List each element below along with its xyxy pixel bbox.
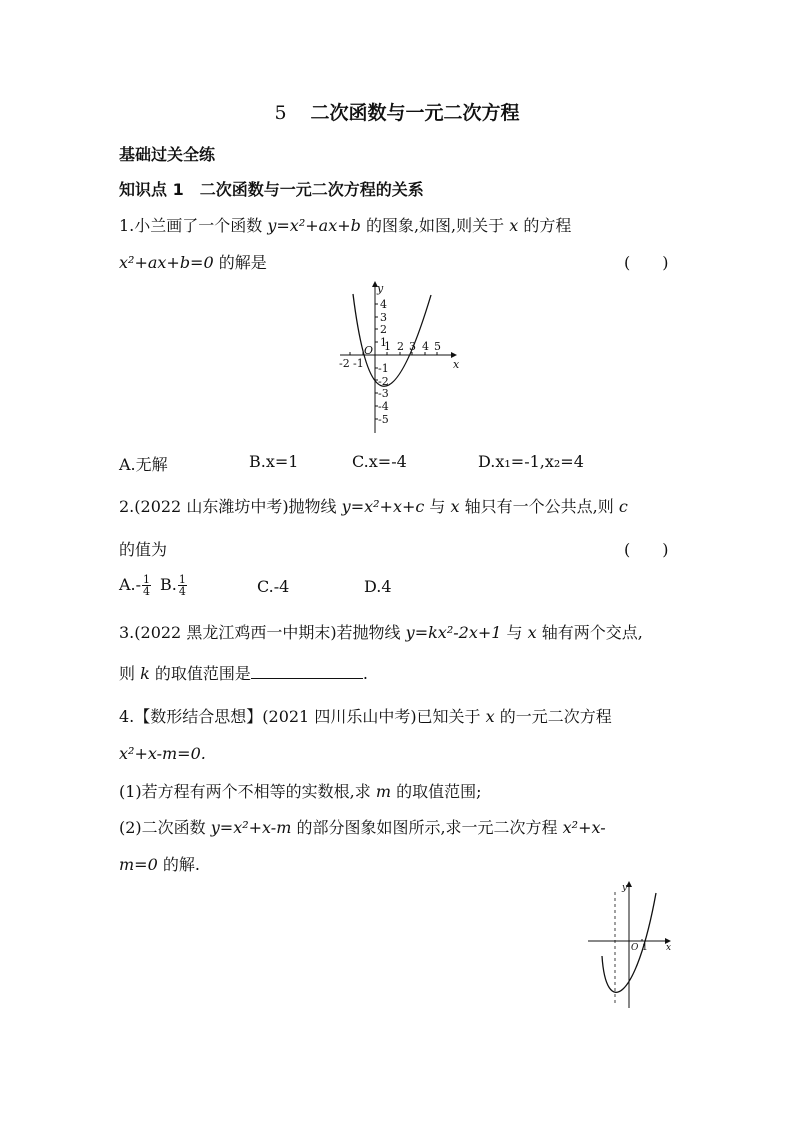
title-text: 二次函数与一元二次方程 — [310, 102, 520, 124]
section-heading: 基础过关全练 — [119, 145, 216, 164]
q4-text: 4.【数形结合思想】(2021 四川乐山中考)已知关于 — [119, 707, 486, 726]
q4-part1 — [119, 779, 482, 802]
q4-var-m: m — [375, 782, 392, 801]
q4-part2-line2 — [119, 852, 200, 875]
y-tick-label: 4 — [380, 298, 387, 311]
y-tick-label: 2 — [380, 323, 387, 336]
q3-function: y=kx²-2x+1 — [405, 623, 502, 642]
q1-text-4: 的解是 — [213, 253, 267, 272]
x-tick-label: 1 — [642, 943, 648, 953]
q2-function: y=x²+x+c — [341, 497, 425, 516]
q3-text: 3.(2022 黑龙江鸡西一中期末)若抛物线 — [119, 623, 406, 642]
q4-part1-text-2: 的取值范围; — [391, 782, 482, 801]
x-tick-label: 4 — [422, 340, 429, 353]
x-tick-label: 5 — [434, 340, 441, 353]
q4-part2-text-3: 的解. — [157, 855, 200, 874]
q2-text: 2.(2022 山东潍坊中考)抛物线 — [119, 497, 342, 516]
q1-text-2: 的图象,如图,则关于 — [360, 216, 510, 235]
q4-part2-text-2: 的部分图象如图所示,求一元二次方程 — [291, 818, 563, 837]
q2-line1 — [119, 494, 628, 517]
q1-var: x — [509, 216, 519, 235]
q1-option-b: B.x=1 — [249, 452, 299, 471]
fraction-denominator: 4 — [143, 585, 151, 598]
fraction-denominator: 4 — [178, 585, 186, 598]
y-tick-label: 1 — [380, 336, 387, 349]
q2-option-b — [160, 574, 188, 597]
q1-answer-bracket: ( ) — [624, 253, 669, 272]
q4-text-2: 的一元二次方程 — [494, 707, 612, 726]
knowledge-point-heading: 知识点 1 二次函数与一元二次方程的关系 — [119, 180, 424, 199]
origin-label: O — [631, 943, 639, 953]
q3-period: . — [362, 664, 368, 683]
x-axis-label: x — [666, 943, 672, 953]
q1-line2 — [119, 250, 267, 273]
q4-var: x — [485, 707, 495, 726]
y-tick-label: -2 — [378, 375, 389, 388]
q3-line1 — [119, 620, 643, 643]
parabola-curve — [353, 294, 431, 386]
fraction-numerator: 1 — [178, 573, 186, 586]
q3-var: x — [527, 623, 537, 642]
fraction-numerator: 1 — [143, 573, 151, 586]
q2-line2: 的值为 — [119, 540, 168, 559]
q2-option-c: C.-4 — [257, 577, 290, 596]
q2-var-c: c — [618, 497, 628, 516]
q1-option-c: C.x=-4 — [352, 452, 407, 471]
q1-option-a: A.无解 — [119, 455, 168, 474]
q2-text-3: 轴只有一个公共点,则 — [459, 497, 619, 516]
q1-parabola-graph — [336, 278, 466, 436]
x-tick-label: 2 — [397, 340, 404, 353]
origin-label: O — [364, 344, 374, 357]
q1-line1 — [119, 213, 571, 236]
q1-equation: x²+ax+b=0 — [119, 253, 214, 272]
x-tick-label: -1 — [353, 357, 364, 370]
y-axis-label: y — [377, 282, 384, 295]
q2-option-d: D.4 — [364, 577, 392, 596]
q2-text-2: 与 — [424, 497, 451, 516]
q3-var-k: k — [140, 664, 150, 683]
q1-function: y=x²+ax+b — [267, 216, 361, 235]
q4-part2 — [119, 815, 606, 838]
page-title — [0, 98, 794, 125]
fraction — [142, 574, 151, 597]
q3-text-5: 的取值范围是 — [149, 664, 251, 683]
q4-part2-equation: x²+x- — [562, 818, 606, 837]
q4-part2-equation-end: m=0 — [119, 855, 158, 874]
fraction — [178, 574, 187, 597]
q4-line1 — [119, 704, 612, 727]
x-tick-label: 3 — [409, 340, 416, 353]
y-tick-label: -3 — [378, 387, 389, 400]
option-a-label: A.- — [119, 575, 142, 594]
q4-line2 — [119, 744, 206, 763]
q2-answer-bracket: ( ) — [624, 540, 669, 559]
x-tick-label: -2 — [339, 357, 350, 370]
q2-var: x — [450, 497, 460, 516]
q4-part2-text: (2)二次函数 — [119, 818, 211, 837]
option-b-label: B. — [160, 575, 177, 594]
title-number: 5 — [274, 102, 287, 124]
q3-text-3: 轴有两个交点, — [536, 623, 643, 642]
q2-option-a — [119, 574, 152, 597]
q4-equation: x²+x-m=0. — [119, 744, 206, 763]
x-tick-label: 1 — [384, 340, 391, 353]
y-axis-label: y — [622, 883, 628, 893]
y-tick-label: -5 — [378, 413, 389, 426]
x-axis-label: x — [453, 358, 460, 371]
q1-option-d: D.x₁=-1,x₂=4 — [478, 452, 584, 471]
q1-text: 1.小兰画了一个函数 — [119, 216, 268, 235]
q3-line2 — [119, 661, 368, 684]
q4-part1-text: (1)若方程有两个不相等的实数根,求 — [119, 782, 376, 801]
y-tick-label: -1 — [378, 362, 389, 375]
q4-part2-function: y=x²+x-m — [210, 818, 292, 837]
q1-text-3: 的方程 — [518, 216, 572, 235]
y-tick-label: -4 — [378, 400, 389, 413]
q3-text-4: 则 — [119, 664, 141, 683]
y-tick-label: 3 — [380, 311, 387, 324]
q3-answer-blank[interactable] — [251, 664, 363, 679]
q3-text-2: 与 — [501, 623, 528, 642]
q4-parabola-graph — [586, 878, 678, 1012]
